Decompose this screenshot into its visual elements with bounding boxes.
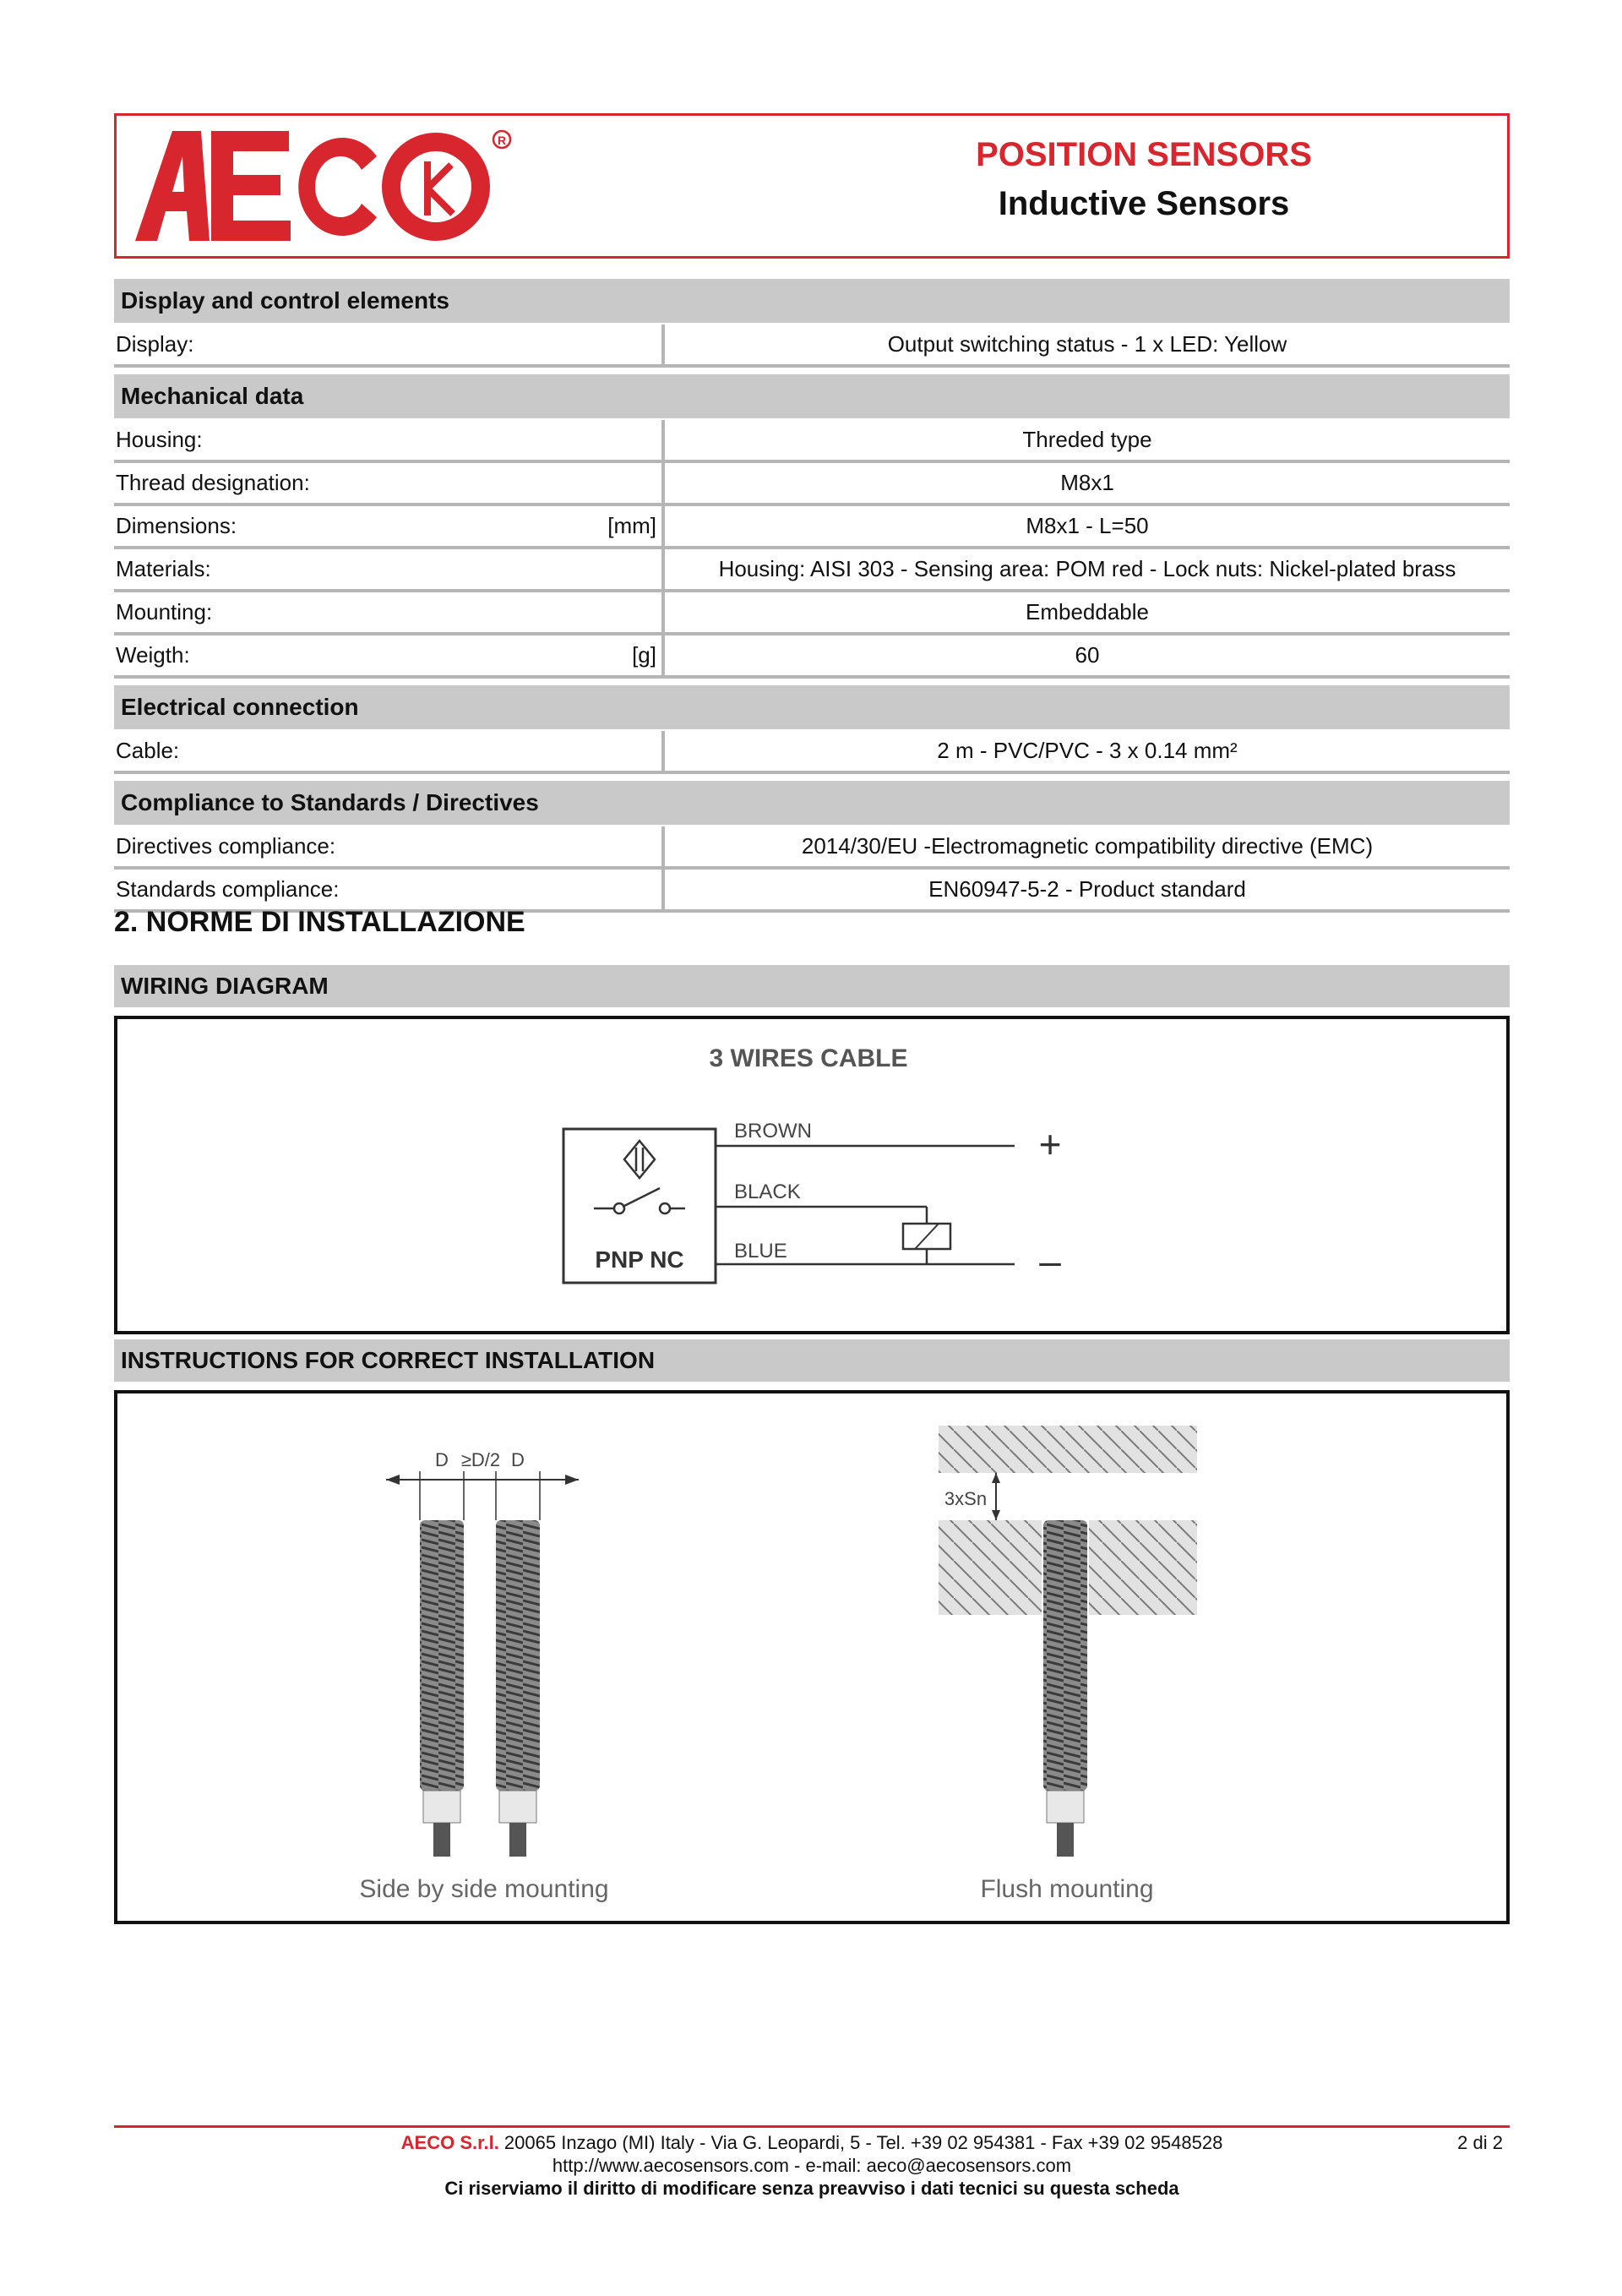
spec-row <box>114 635 1510 679</box>
switch-symbol-icon <box>594 1188 685 1213</box>
spec-value: 60 <box>1075 642 1100 668</box>
header-title: POSITION SENSORS <box>976 136 1312 173</box>
dim-d-right: D <box>511 1449 525 1470</box>
spec-label: Cable: <box>114 731 665 771</box>
spec-row <box>114 731 1510 774</box>
spec-label: Display: <box>114 324 665 364</box>
spec-value: Threded type <box>1022 427 1152 452</box>
plus-sign: + <box>1038 1122 1062 1166</box>
dim-d-left: D <box>435 1449 449 1470</box>
spec-row <box>114 420 1510 463</box>
spec-label: Thread designation: <box>114 463 665 503</box>
spec-label: Housing: <box>114 420 665 460</box>
installation-instructions-frame <box>114 1390 1510 1924</box>
spec-label: Weigth: [g] <box>114 635 665 675</box>
sensor-type-label: PNP NC <box>595 1246 684 1273</box>
svg-text:R: R <box>497 134 507 147</box>
wiring-diagram-heading: WIRING DIAGRAM <box>114 965 1510 1007</box>
section-header-display: Display and control elements <box>114 279 1510 323</box>
aeco-logo <box>123 123 563 249</box>
spec-value: M8x1 <box>1060 470 1114 495</box>
wiring-diagram-frame <box>114 1016 1510 1334</box>
wiring-title: 3 WIRES CABLE <box>709 1044 908 1072</box>
spec-label: Standards compliance: <box>114 870 665 909</box>
spec-label: Materials: <box>114 549 665 589</box>
dim-gap: ≥D/2 <box>460 1449 501 1470</box>
page-footer <box>114 2131 1510 2200</box>
page-header <box>114 113 1510 259</box>
wire-label-black: BLACK <box>734 1181 801 1203</box>
spec-value: M8x1 - L=50 <box>1026 513 1149 538</box>
spec-row <box>114 826 1510 870</box>
spec-row <box>114 463 1510 506</box>
spec-value: 2 m - PVC/PVC - 3 x 0.14 mm² <box>937 738 1238 763</box>
caption-side-by-side: Side by side mounting <box>359 1875 609 1903</box>
spec-label: Dimensions: [mm] <box>114 506 665 546</box>
spec-table <box>114 279 1510 913</box>
spec-row <box>114 592 1510 635</box>
wire-label-brown: BROWN <box>734 1120 812 1143</box>
wire-label-blue: BLUE <box>734 1240 787 1263</box>
spec-value: 2014/30/EU -Electromagnetic compatibility directive (EMC) <box>801 833 1374 859</box>
installation-title: 2. NORME DI INSTALLAZIONE <box>114 906 525 938</box>
header-subtitle: Inductive Sensors <box>998 185 1290 222</box>
footer-divider <box>114 2125 1510 2128</box>
footer-address-line <box>114 2131 1510 2154</box>
spec-row <box>114 506 1510 549</box>
installation-instructions-heading: INSTRUCTIONS FOR CORRECT INSTALLATION <box>114 1339 1510 1382</box>
spec-row <box>114 324 1510 368</box>
caption-flush: Flush mounting <box>980 1875 1154 1903</box>
installation-drawing <box>117 1393 1506 1921</box>
footer-company: AECO S.r.l. <box>400 2132 499 2153</box>
footer-address: 20065 Inzago (MI) Italy - Via G. Leopardi, 5 - Tel. +39 02 954381 - Fax +39 02 9548528 <box>498 2132 1223 2153</box>
section-header-compliance: Compliance to Standards / Directives <box>114 781 1510 825</box>
wiring-diagram <box>117 1019 1506 1331</box>
footer-notice: Ci riserviamo il diritto di modificare senza preavviso i dati tecnici su questa scheda <box>444 2178 1179 2199</box>
spec-value: EN60947-5-2 - Product standard <box>928 876 1246 902</box>
inductive-symbol-icon <box>624 1141 655 1178</box>
spec-value: Output switching status - 1 x LED: Yellow <box>887 331 1287 357</box>
page-number: 2 di 2 <box>1457 2132 1503 2153</box>
section-header-mechanical: Mechanical data <box>114 374 1510 418</box>
spec-label: Directives compliance: <box>114 826 665 866</box>
spec-value: Embeddable <box>1026 599 1149 624</box>
footer-web: http://www.aecosensors.com - e-mail: aeco@aecosensors.com <box>552 2155 1072 2176</box>
spec-row <box>114 549 1510 592</box>
side-by-side-drawing <box>359 1449 608 1903</box>
minus-sign: – <box>1039 1239 1061 1283</box>
spec-label: Mounting: <box>114 592 665 632</box>
spec-value: Housing: AISI 303 - Sensing area: POM red - Lock nuts: Nickel-plated brass <box>718 556 1456 581</box>
flush-mounting-drawing <box>939 1426 1197 1903</box>
section-header-electrical: Electrical connection <box>114 685 1510 729</box>
dim-sensing-distance: 3xSn <box>944 1488 988 1509</box>
